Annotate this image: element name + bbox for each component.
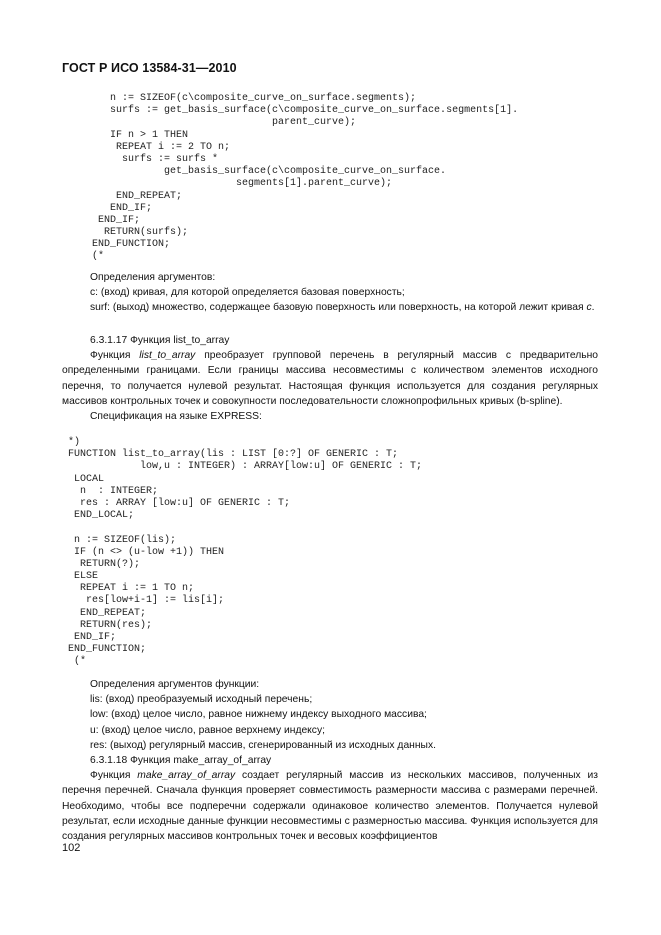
code-line: n := SIZEOF(lis);	[62, 534, 177, 546]
code-line: END_IF;	[62, 632, 117, 643]
code-line: END_REPEAT;	[62, 607, 147, 619]
arguments-title: Определения аргументов:	[90, 272, 216, 283]
code-line: END_IF;	[62, 214, 141, 226]
section-paragraph: Функция list_to_array преобразует групповой перечень в регулярный массив с предварительно определенными границами. Если границы массива несовместимы с количеством элементов исходного перечня, то получается нулевой результат. Настоящая функция используется для создания регулярных массивов контрольных точек и совокупности последовательности сложнопрофильных кривых (b-spline).	[62, 350, 598, 407]
spec-label: Спецификация на языке EXPRESS:	[90, 411, 262, 423]
document-header: ГОСТ Р ИСО 13584-31—2010	[62, 61, 237, 75]
code-line: (*	[62, 656, 87, 668]
code-line: (*	[62, 251, 105, 263]
code-block-1	[62, 93, 518, 264]
section-heading-2: 6.3.1.18 Функция make_array_of_array	[90, 755, 272, 766]
code-line: n : INTEGER;	[62, 485, 159, 497]
argument-lis: lis: (вход) преобразуемый исходный перечень;	[90, 694, 313, 706]
code-line	[62, 522, 422, 534]
code-line: RETURN(?);	[62, 558, 141, 570]
code-line: parent_curve);	[62, 117, 357, 129]
code-line: res[low+i-1] := lis[i];	[62, 595, 225, 607]
code-line: RETURN(res);	[62, 619, 153, 631]
code-line: segments[1].parent_curve);	[62, 178, 393, 190]
code-line: END_FUNCTION;	[62, 644, 147, 656]
argument-c: c: (вход) кривая, для которой определяется базовая поверхность;	[90, 287, 405, 299]
code-line: IF n > 1 THEN	[62, 129, 189, 141]
code-line: LOCAL	[62, 473, 105, 485]
code-line: IF (n <> (u-low +1)) THEN	[62, 546, 225, 558]
code-line: low,u : INTEGER) : ARRAY[low:u] OF GENERIC : T;	[62, 461, 423, 473]
code-line: res : ARRAY [low:u] OF GENERIC : T;	[62, 497, 291, 509]
code-line: END_REPEAT;	[62, 190, 183, 202]
code-line: ELSE	[62, 571, 99, 583]
code-line: END_IF;	[62, 202, 153, 214]
code-line: FUNCTION list_to_array(lis : LIST [0:?] OF GENERIC : T;	[62, 449, 399, 461]
code-line: REPEAT i := 1 TO n;	[62, 583, 195, 595]
code-line: REPEAT i := 2 TO n;	[62, 141, 231, 153]
argument-low: low: (вход) целое число, равное нижнему индексу выходного массива;	[90, 709, 427, 721]
section-6-3-1-18	[62, 753, 598, 844]
page-number: 102	[62, 842, 81, 854]
argument-surf: surf: (выход) множество, содержащее базовую поверхность или поверхность, на которой лежит кривая c.	[90, 302, 595, 314]
arguments-block-1	[62, 270, 598, 316]
arguments-title-2: Определения аргументов функции:	[90, 679, 260, 690]
code-line: get_basis_surface(c\composite_curve_on_surface.	[62, 166, 447, 178]
code-line: surfs := get_basis_surface(c\composite_curve_on_surface.segments[1].	[62, 105, 519, 117]
section-6-3-1-17	[62, 333, 598, 424]
arguments-block-2	[62, 677, 598, 753]
argument-u: u: (вход) целое число, равное верхнему индексу;	[90, 724, 325, 736]
code-line: END_FUNCTION;	[62, 239, 171, 251]
code-line: END_LOCAL;	[62, 510, 135, 522]
code-line: RETURN(surfs);	[62, 227, 189, 239]
section-heading: 6.3.1.17 Функция list_to_array	[90, 335, 230, 346]
code-line: *)	[62, 437, 81, 448]
argument-res: res: (выход) регулярный массив, сгенерированный из исходных данных.	[90, 739, 436, 751]
code-line: n := SIZEOF(c\composite_curve_on_surface.segments);	[62, 93, 417, 104]
section-paragraph-2: Функция make_array_of_array создает регулярный массив из нескольких массивов, полученных из перечня перечней. Сначала функция проверяет совместимость размерности массива с размерами перечней. Необходимо, чтобы все подперечни содержали одинаковое количество элементов. Получается нулевой результат, если исходные данные функции несовместимы с размерностью массива. Функция используется для создания регулярных массивов контрольных точек и весовых коэффициентов	[62, 770, 598, 843]
code-block-2	[62, 437, 422, 669]
code-line: surfs := surfs *	[62, 153, 219, 165]
